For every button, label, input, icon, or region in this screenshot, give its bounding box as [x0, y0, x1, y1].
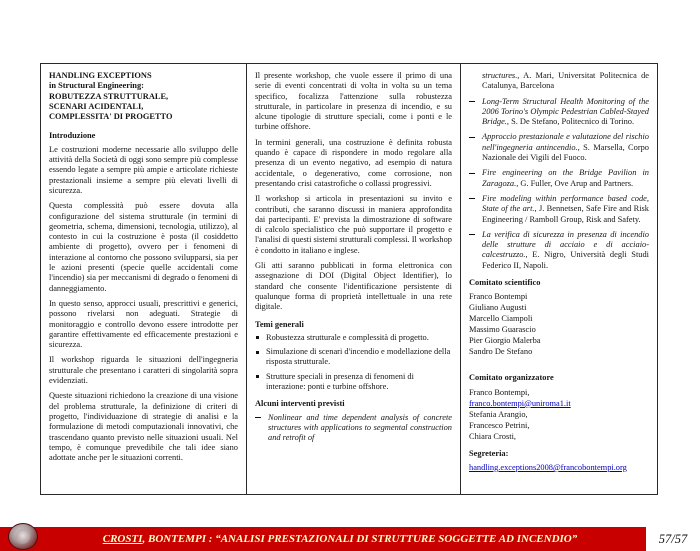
- list-item: [255, 333, 452, 343]
- committee-member: Francesco Petrini,: [469, 420, 530, 430]
- committee-member: Sandro De Stefano: [469, 347, 533, 357]
- title-line: COMPLESSITA' DI PROGETTO: [49, 112, 173, 122]
- dash-bullet-icon: [469, 137, 475, 138]
- square-bullet-icon: [256, 375, 259, 378]
- list-item-text: Robustezza strutturale e complessità di progetto.: [266, 332, 429, 342]
- intervention-authors: G. Fuller, Ove Arup and Partners.: [520, 178, 634, 188]
- content-box: [40, 63, 658, 495]
- secretariat-heading: Segreteria:: [469, 448, 509, 458]
- title-line: ROBUTEZZA STRUTTURALE,: [49, 91, 169, 101]
- intervention-title: La verifica di sicurezza in presenza di incendio delle strutture di acciaio e di acciaio-calcestruzzo.,: [482, 229, 649, 260]
- intervention-authors: A. Mari, Universitat Politecnica de Catalunya, Barcelona: [482, 71, 649, 91]
- committee-member: Pier Giorgio Malerba: [469, 336, 541, 346]
- intervention-title: structures.,: [482, 71, 520, 80]
- list-item-text: Simulazione di scenari d'incendio e modellazione della risposta strutturale.: [266, 347, 451, 367]
- email-link[interactable]: franco.bontempi@uniroma1.it: [469, 398, 571, 408]
- temi-heading: Temi generali: [255, 319, 304, 329]
- title-line: in Structural Engineering:: [49, 81, 144, 91]
- intervention-authors: S. Marsella, Corpo Nazionale dei Vigili del Fuoco.: [482, 142, 649, 163]
- intervention-title: Nonlinear and time dependent analysis of concrete structures with applications to segmental construction and retrofit of: [268, 412, 452, 443]
- list-item: [469, 132, 649, 163]
- list-item: [255, 372, 452, 393]
- page-number-box: [646, 527, 700, 551]
- committee-member: Giuliano Augusti: [469, 303, 527, 313]
- paragraph: Gli atti saranno pubblicati in forma elettronica con assegnazione di DOI (Digital Object Identifier), lo standard che consente l'identificazione persistente di qualunque forma di proprietà intellettuale in una rete digitale.: [255, 261, 452, 312]
- intervention-authors: E. Nigro, Università degli Studi Federico II, Napoli.: [482, 250, 649, 270]
- intervention-authors: S. De Stefano, Politecnico di Torino.: [511, 117, 635, 127]
- committee-member: Massimo Guarascio: [469, 325, 536, 335]
- column-2: [247, 64, 461, 494]
- document-title: [49, 71, 238, 122]
- list-item-text: Strutture speciali in presenza di fenomeni di interazione: ponti e turbine offshore.: [266, 371, 414, 392]
- list-item: [255, 347, 452, 368]
- scientific-committee-heading: Comitato scientifico: [469, 278, 541, 288]
- committee-member: Marcello Ciampoli: [469, 314, 533, 324]
- paragraph: Il presente workshop, che vuole essere il primo di una serie di eventi concentrati di volta in volta su un tema specifico, focalizza l'attenzione sulla robustezza strutturale, in particolare in presenza di incendio, e su alcune tipologie di strutture speciali, come i ponti e le turbine offshore.: [255, 71, 452, 132]
- paragraph: In termini generali, una costruzione è definita robusta quando è capace di rispondere in modo regolare alla presenza di un evento negativo, ad esempio di natura accidentale, o degenerativo, come corrosione, non presentando crisi catastrofiche o collassi progressivi.: [255, 137, 452, 188]
- paragraph: Il workshop si articola in presentazioni su invito e contributi, che saranno discussi in maniera approfondita dai partecipanti. E' prevista la dimostrazione di software di calcolo specialistico che può supportare il progetto e l'analisi di questi sistemi strutturali complessi. Il workshop è condotto in italiano e inglese.: [255, 194, 452, 255]
- page-number: 57/57: [658, 531, 688, 546]
- footer-author: CROSTI: [102, 533, 143, 545]
- intervention-title: Fire modeling within performance based code, State of the art.,: [482, 193, 649, 214]
- committee-member: Chiara Crosti,: [469, 431, 516, 441]
- dash-bullet-icon: [469, 173, 475, 174]
- intro-heading: Introduzione: [49, 131, 96, 141]
- paragraph: Il workshop riguarda le situazioni dell'ingegneria strutturale che presentano i caratteri di singolarità sopra evidenziati.: [49, 355, 238, 386]
- paragraph: Queste situazioni richiedono la creazione di una visione del problema strutturale, la definizione di criteri di progetto, l'individuazione di strategie di analisi e la formulazione di metodi computazionali innovativi, che trascendano quanto previsto nelle situazioni usuali. Nel tempo, è comunque prevedibile che tali idee siano adottate anche per le situazioni correnti.: [49, 391, 238, 463]
- column-1: [41, 64, 247, 494]
- intervention-authors: J. Bennetsen, Safe Fire and Risk Engineering / Ramboll Group, Risk and Safety.: [482, 204, 649, 224]
- list-item: [469, 194, 649, 225]
- paragraph: Le costruzioni moderne necessarie allo sviluppo delle attività della Società di oggi sono sempre più complesse essendo legate a sempre più ampie e articolate richieste prestazionali insieme a sempre più elevati livelli di sicurezza.: [49, 144, 238, 195]
- intervention-title: Approccio prestazionale e valutazione del rischio nell'ingegneria antincendio.,: [482, 132, 649, 152]
- list-item: [469, 97, 649, 128]
- title-line: HANDLING EXCEPTIONS: [49, 71, 152, 80]
- square-bullet-icon: [256, 336, 259, 339]
- footer-caption: [69, 533, 578, 545]
- intervention-title: Long-Term Structural Health Monitoring of the 2006 Torino's Olympic Pedestrian Cabled-Stayed Bridge.,: [482, 96, 649, 127]
- dash-bullet-icon: [469, 198, 475, 199]
- list-item: [469, 230, 649, 271]
- square-bullet-icon: [256, 351, 259, 354]
- university-emblem-logo: [8, 523, 38, 550]
- list-item: [255, 413, 452, 444]
- paragraph: Questa complessità può essere dovuta alla configurazione del sistema strutturale (in termini di geometria, schema, dimensioni, tecnologia, utilizzo), al contesto in cui la costruzione è posta (il cosiddetto ambiente di progetto), ovvero per i fenomeni di interazione al contorno che possono svilupparsi, sia per le azioni presenti (specie quelle accidentali come l'incendio) sia per meccanismi di degrado o fenomeni di danneggiamento.: [49, 201, 238, 293]
- dash-bullet-icon: [469, 234, 475, 235]
- committee-member: Franco Bontempi,: [469, 387, 530, 397]
- dash-bullet-icon: [469, 101, 475, 102]
- email-link[interactable]: handling.exceptions2008@francobontempi.org: [469, 462, 627, 472]
- footer-bar: [0, 527, 646, 551]
- paragraph: In questo senso, approcci usuali, prescrittivi e generici, possono rivelarsi non adeguati. Strategie di monitoraggio e controllo devono essere introdotte per garantire effettivamente ed efficacemente prestazioni e sicurezza.: [49, 298, 238, 350]
- interventi-heading: Alcuni interventi previsti: [255, 399, 345, 409]
- list-item: [469, 168, 649, 189]
- column-3: [461, 64, 657, 494]
- footer-caption-rest: , BONTEMPI : “ANALISI PRESTAZIONALI DI STRUTTURE SOGGETTE AD INCENDIO”: [142, 533, 578, 545]
- dash-bullet-icon: [255, 417, 261, 418]
- list-item-continuation: [482, 71, 649, 92]
- organizing-committee-heading: Comitato organizzatore: [469, 373, 554, 383]
- committee-member: Stefania Arangio,: [469, 409, 528, 419]
- intervention-title: Fire engineering on the Bridge Pavilion in Zaragoza.,: [482, 168, 649, 188]
- committee-member: Franco Bontempi: [469, 292, 528, 302]
- title-line: SCENARI ACIDENTALI,: [49, 101, 144, 111]
